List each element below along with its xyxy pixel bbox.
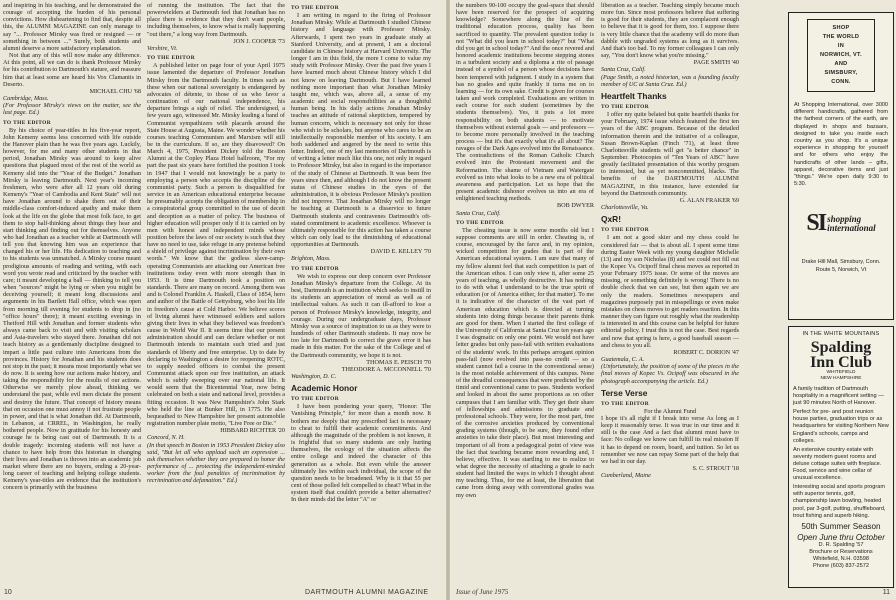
ad-headline-line: CONN. xyxy=(831,79,851,85)
letter-text: The cheating issue is now some months old but I suppose comments are still in order. Cheating is, of course, encouraged by the farce and, in my opinion, wicked competition for grades that is part of the American educational system. I am sure that many of my fellow alumni feel that such competition is part of the American ethos. I can only view it, after some 25 years of teaching, as wholly destructive. It has nothing to do with what I understand to be the true spirit of education (or of America either, for that matter). To me it is indicative of the character of the vast part of American education which is directed at turning students into doing things because their parents think are good for them. When I started the first college of the University of California at Santa Cruz ten years ago I was dogmatic on only one point. We would not have letter grades but only pass-fail with written evaluations of the students' work. In this perhaps arrogant opinion pass-fail (now evolved into pass-no credit — so a student cannot fail a course in the conventional sense) is the most notable achievement of this campus. None of the dreadful consequences that were predicted by the timid and conventional came to pass. Students worked and looked in about the same proportions as on other campuses that I am familiar with. They get their share of fellowships and admissions to graduate and professional schools. They were, for the most part, free of the corrosive anxieties produced by conventional grading systems (though, to be sure, they found other anxieties to take their place). But most interesting and important of all from a pedagogical point of view was the fact that teaching became more rewarding and, I believe, effective. It was startling to me to realize to what degree the necessity of attaching a grade to each student had limited the ways in which I thought about my teaching. Thus, for me at least, the liberation that came from doing away with conventional grades was my own xyxy=(456,226,594,499)
letter-signature: HIBBARD RICHTER '20 xyxy=(220,427,285,435)
ad-top-line: IN THE WHITE MOUNTAINS xyxy=(802,331,880,337)
letter-place: Brighton, Mass. xyxy=(291,255,331,263)
verse-text: I hope it's all right if I break into verse As long as I keep it reasonably terse. It was true in our time and it still is the case And a fact that alumni must have to face: No college we know can fulfill its real mission If it has to depend on room, board, and tuition. So let us remember we now can repay Some part of the help that we had in our day. xyxy=(601,414,739,465)
to-the-editor-label: TO THE EDITOR xyxy=(601,103,650,110)
shopping-international-ad xyxy=(788,12,894,320)
ad-location-line: WHITEFIELD xyxy=(826,370,856,375)
letter-place: Cambridge, Mass. xyxy=(3,95,49,103)
left-column-1 xyxy=(3,2,141,582)
letter-text: I have been pondering your query, "Honor: The Vanishing Principle," for more than a month now. It bothers me deeply that my prescribed fact is necessary to cheat to fulfill their academic commitments. And although the magnitude of the problem is not known, it is frightful that so many students are only hurting themselves, the ecology of the situation affects the entire college and indeed the character of this generation as a whole. But even while the answer ultimately lies within each individual, the scope of the question needs to be broadened. Why is it that 55 per cent of those polled felt compelled to cheat? What in the system itself that couldn't provide a better alternative? In their minds did the letter "A" or xyxy=(291,403,431,504)
ad-open-dates: Open June thru October xyxy=(797,532,885,542)
letter-signature: S. C. STROUT '18 xyxy=(692,465,739,473)
editor-note: (In that speech in Boston in 1953 President Dickey also said, "But let all who applaud such an expression ... ask themselves whether they are prepared to honor the performance of ... protecting the independent-minded worker from the foul penalties of incrimination by recrimination and defamation." Ed.) xyxy=(147,441,285,485)
ad-paragraph: Interesting social and sports program with superior tennis, golf, championship lawn bowling, heated pool, par 3-golf, putting, shuffleboard, trout fishing and superb hiking. xyxy=(793,484,886,519)
letter-place: Charlottesville, Va. xyxy=(601,204,649,212)
ad-body xyxy=(793,386,889,520)
letter-text: I am writing in regard to the firing of Professor Jonathan Mirsky. While at Dartmouth I studied Chinese history and language with Professor Mirsky. Afterwards, I spent two years in graduate study at Stanford University, and at present, I am a doctoral candidate in Chinese history at Harvard University. The longer I am in this field, the more I come to value my study with Professor Mirsky. Over the past five years I have learned much about Chinese history which I did not know on leaving Dartmouth. But I have learned nothing more important than what Jonathan Mirsky taught me, which was, above all, a sense of my academic and social responsibilities as a thoughtful human being. In his daily actions Jonathan Mirsky teaches an attitude of rational skepticism, tempered by human concern, which is necessary not only for those who wish to be scholars, but anyone who cares to be an intellectually responsible member of his society. I am both saddened and angered by the need to write this letter. Indeed, one of my last memories of Dartmouth is of writing a letter much like this one, not only in regard to Professor Mirsky, but also in regard to the importance of the study of Chinese at Dartmouth. It was been five years since then, and although I do not know the present status of Chinese studies in the eyes of the administration, it is obvious Professor Mirsky's position did not improve. That Jonathan Mirsky will no longer be teaching at Dartmouth is a disservice to future Dartmouth students and contravenes Dartmouth's oft-stated commitment to academic excellence. Whoever is ultimately responsible for this action has taken a course which can only lead to the diminishing of educational opportunities at Dartmouth. xyxy=(291,12,431,249)
letter-signature: DAVID E. KELLEY '70 xyxy=(370,248,431,256)
letter-text: the numbers 90-100 occupy the goal-space that should have been reserved for the prospect of acquiring knowledge? Somewhere along the line of the traditional education process, quality has been sacrificed to quantity. The prevalent question today is not "What did you learn in school today?" but "What did you get in school today?" And the once revered and honored academic institutions become stepping stones in a turbulent society and a diploma a rite of passage instead of a symbol of a person whose decisions have been tempered with judgment. I study in a system that has no grades and quite frankly it turns me on to learning — for its own sake. Credit is given for courses taken and work completed. Evaluations are written in each course for each student (sometimes by the students themselves). Yes, it puts a lot more responsibility on both students — to motivate themselves without external goals — and professors — to become more personally involved in the teaching process — but it's that exactly what it's all about? The ravages of the Dark Ages evolved into the Renaissance. The contradictions of the Roman Catholic Church evolved into the Protestant movement and the Reformation. The shame of Vietnam and Watergate evolved us into what looks to be a new era of political awareness and participation. Let us hope that the present academic dishonor evolves us into an era of enlightened teaching methods. xyxy=(456,2,594,203)
logo-words xyxy=(827,215,876,233)
letter-text: I am not a good skier and my chess could be considered fair — that is about all. I spent some time during Easter Week with my young daughter Michelle (13) and my son Nicholas (8) and we could not fill out the Kopec Vs. Ocipoff final chess moves as reported in your February 1975 issue. Or some of the moves are missing, or something definitely is wrong! There is no double check that we can see, but then again we are only the readers. Sometimes newspapers and magazines purposely put in misspellings or even make mistakes on chess moves to get readers reaction. In this manner they can figure out roughly what the readership is interested in and this course can be helpful for future editorial policy. I trust this is not the case. Best regards and now that spring is here, a good baseball season — and chess to you all. xyxy=(601,234,739,349)
contact-line: D. R. Spalding '57 xyxy=(818,541,864,548)
logo-line: international xyxy=(827,222,876,233)
letter-place: Santa Cruz, Calif. xyxy=(456,209,501,217)
ad-season: 50th Summer Season xyxy=(801,521,881,531)
magazine-footer-title: DARTMOUTH ALUMNI MAGAZINE xyxy=(305,589,429,596)
letter-place: Concord, N. H. xyxy=(147,434,185,442)
logo-line: shopping xyxy=(827,213,862,224)
address-line: Drake Hill Mall, Simsbury, Conn. xyxy=(801,259,881,266)
ad-headline-line: NORWICH, VT. xyxy=(819,52,863,58)
letter-signature: JON J. COOPER '73 xyxy=(233,37,285,45)
ad-headline-line: SIMSBURY, xyxy=(824,70,858,76)
to-the-editor-label: TO THE EDITOR xyxy=(3,119,52,126)
letter-text: of running the institution. The fact that the powerwielders at Dartmouth feel that Jonathan has no place there is evidence that they don't want people, including themselves, to know what is really happening "out there," a long way from Dartmouth. xyxy=(147,2,285,38)
section-heading: Heartfelt Thanks xyxy=(601,90,667,101)
ad-location-line: NEW HAMPSHIRE xyxy=(820,376,862,381)
ad-paragraph: A family tradition of Dartmouth hospitality in a magnificent setting — just 90 minutes North of Hanover. xyxy=(793,386,884,407)
ad-headline-line: SHOP xyxy=(832,25,850,31)
letter-signature: G. ALAN FRAKER '69 xyxy=(679,196,739,204)
letter-signature: ROBERT C. DORION '47 xyxy=(673,348,739,356)
right-page xyxy=(448,0,896,600)
letter-signature: MICHAEL CHU '68 xyxy=(89,87,141,95)
editor-note: (Unfortunately, the position of some of the pieces in the final moves of Kopec Vs. Ocipoff was obscured in the photograph accompanying the article. Ed.) xyxy=(601,363,739,385)
letter-signature: PAGE SMITH '40 xyxy=(693,59,739,67)
letter-place: Washington, D. C. xyxy=(291,372,337,380)
section-heading: QxR! xyxy=(601,214,622,225)
to-the-editor-label: TO THE EDITOR xyxy=(291,396,340,403)
to-the-editor-label: TO THE EDITOR xyxy=(147,55,196,62)
letter-text: By his choice of year-titles in his five-year report, John Kemeny seems less concerned with life outside the Hanover plain than he was five years ago. Luckily, however, for me and many other students in that period, Jonathan Mirsky was around to keep alive questions that plagued most of the rest of the world as Kemeny slid into the "Year of the Budget." Jonathan Mirsky is leaving Dartmouth. Next year's incoming freshmen, who were after all 12 years old during Kemeny's "Year of Cambodia and Kent State" will not have Jonathan around to shake them out of their middle-class comfort-induced apathy and make them look at the life on the globe that most folk face, to get them to stop half-thinking about things they hear and start thinking and finding out for themselves. Anyone who had Jonathan as a teacher while at Dartmouth will tell you that knowing him was an experience that changed his or her life. His dedication to teaching and to his students was unmatched. A Mirsky course meant prodigious amounts of reading and writing, with each word you wrote read and criticized by the teacher with care; it meant developing a ball — thinking to tell you when "sources" might be lying or when you might be deceiving yourself; it meant long discussions and arguments in his Bartlett Hall office, which was open from morning till evening for students to drop in (no "office hours" there); it meant exciting evenings in Thetford Hill with Jonathan and former students who always came back to visit and with visiting scholars and Asia-travelers who stayed there. Jonathan did not teach history as a gentlemanly discipline designed to impart a little past culture into Americans from the provinces. History for Jonathan and his students does not stop in the past; it means most importantly what we do now. It is seeing how our actions make history, and taking the responsibility for the results of our actions. Otherwise we merely plow ahead, thinking we understand the past, while evil men dictate the present and destroy the future. That concept of history means that on occasion one must annoy if not frustrate people in power, and that is what Jonathan did. At Dartmouth, in Lebanon, at CRREL, in Washington, he really bothered people. Now in gratitude for his honesty and courage he is being cast out of Dartmouth. It is a double tragedy: incoming students will not have a chance to have help from this historian in changing their lives and Jonathan is thrown into an academic job market where there are no buyers, ending a 20-year-long career of teaching and helping college students. Kemeny's year-titles are evidence that the institution's concern is primarily with the business xyxy=(3,126,141,492)
right-column-1 xyxy=(456,2,594,582)
letter-place: Guatemala, C. A. xyxy=(601,356,645,364)
ad-headline-line: THE WORLD xyxy=(822,34,860,40)
letter-place: Cumberland, Maine xyxy=(601,472,651,480)
left-column-2 xyxy=(147,2,285,582)
to-the-editor-label: TO THE EDITOR xyxy=(601,227,650,234)
ad-location xyxy=(789,370,893,382)
letter-text: We wish to express our deep concern over Professor Jonathan Mirsky's departure from the College. At its best, Dartmouth is an institution which seeks to instill in its students an appreciation of moral as well as of intellectual values. As such it can ill-afford to lose a person of Professor Mirsky's knowledge, integrity, and courage. During our undergraduate days, Professor Mirsky was a source of inspiration to us as they were to hundreds of other Dartmouth students. It may now be too late for Dartmouth to correct the grave error it has made in this matter. For the sake of the College and of the Dartmouth community, we hope it is not. xyxy=(291,272,431,359)
letter-text: I offer my quite belated but quite heartfelt thanks for your February, 1974 issue which featured the first ten years of the ABC program. Because of the detailed information therein and the initiative of a colleague, Susan Brown-Kaplan (Finch '71), at least three Charlottesville students will get "a better chance" in September. Photocopies of "Ten Years of ABC" have greatly facilitated presentation of this worthy program to interested, but as yet noncommitted, blacks. The benefits of the DARTMOUTH ALUMNI MAGAZINE, in this instance, have extended far beyond the Dartmouth community. xyxy=(601,111,739,197)
verse-title: For the Alumni Fund xyxy=(643,407,697,415)
page-number-right: 11 xyxy=(882,589,890,596)
ad-paragraph: Perfect for pre- and post reunion house parties, graduation trips or as headquarters for visiting Northern New England's schools, camps and colleges. xyxy=(793,409,889,444)
to-the-editor-label: TO THE EDITOR xyxy=(601,400,650,407)
contact-line: Brochure or Reservations xyxy=(809,548,873,555)
letter-place: Vershire, Vt. xyxy=(147,44,178,52)
ad-paragraph: An extensive country estate with seventy modern guest rooms and deluxe cottage suites with fireplace. Food, service and wine cellar of unusual excellence. xyxy=(793,446,882,482)
ad-headline-box xyxy=(807,19,875,92)
ad-address xyxy=(789,259,893,274)
to-the-editor-label: TO THE EDITOR xyxy=(456,219,505,226)
ad-title-line: Spalding xyxy=(810,339,872,356)
ad-headline-line: AND xyxy=(834,61,848,67)
section-heading: Academic Honor xyxy=(291,383,358,394)
contact-line: Phone (603) 837-2572 xyxy=(813,562,869,569)
contact-line: Whitefield, N.H. 03598 xyxy=(813,555,869,562)
ad-title xyxy=(789,340,893,370)
editor-note: (For Professor Mirsky's views on the matter, see the last page. Ed.) xyxy=(3,102,141,117)
to-the-editor-label: TO THE EDITOR xyxy=(291,265,340,272)
address-line: Route 5, Norwich, Vt xyxy=(815,266,867,273)
letter-text: A published letter on page four of your April 1975 issue lamented the departure of Professor Jonathan Mirsky from the Dartmouth faculty. In times such as these when our national sovereignty is endangered by advocates of détente, to those of us who favor a continuation of our national independence, his departure brings a sigh of relief. The undersigned, a few years ago, witnessed Mr. Mirsky leading a band of Communist sympathizers with placards around the State House at Augusta, Maine. We wonder whether his courses teaching Communism and Marxism will still be in the curriculum. If so, are they disavowed? On March 4, 1975, President Dickey told the Boston Alumni at the Copley Plaza Hotel ballroom, "For my part the past six years have fortified the position I took in 1947 that I would not knowingly be a party to employing a person who accepts the discipline of the communist party. Such a person is disqualified for service in an American educational enterprise because he presumably accepts the obligation of membership in a conspiratorial group committed to the use of deceit and deception as a matter of policy. The business of higher education will prosper only if it is carried on by men with honest and independent minds whose position before the laws of our society is such that they have no need to use, take refuge in any pretense behind a shield of privilege against incrimination by their own words." We know that the godless slave-camp-operating Communists are attacking our American free institutions today even with more strength than in 1953. It is time Dartmouth took a position on standards. There are many on record. Among them was and is Colonel Franklin A. Haskell, Class of 1854, hero and author of the Battle of Gettysburg, who lost his life in freedom's cause at Cold Harbor. We believe scores of living alumni have witnessed soldiers and sailors giving their lives in what they believed was freedom's cause in World War II. It seems time that our present administration should and can declare whether or not Dartmouth intends to maintain such tried and just standards of liberty and free enterprise. Up to date by declaring to Washington a desire for reopening ROTC, to supply needed officers to combat the present Communist attack upon our free institution, an attack which is subtly sweeping over our national life. It would seem that the Bicentennial Year, now being celebrated on both a state and national level, provides a fitting occasion. It was New Hampshire's John Stark who held the line at Bunker Hill, in 1775. He also bequeathed to New Hampshire her present automobile registration number plate motto, "Live Free or Die." xyxy=(147,62,285,428)
ad-contact xyxy=(789,542,893,570)
issue-date-footer: Issue of June 1975 xyxy=(456,588,509,596)
letter-text: Not that any of this will now make any difference. At this point, all we can do is thank Professor Mirsky for his contribution to Dartmouth's stature, and reassure him that at least some are heard his Vox Clamantis in Deserto. xyxy=(3,52,141,88)
section-heading: Terse Verse xyxy=(601,387,648,398)
letter-place: Santa Cruz, Calif. xyxy=(601,66,646,74)
letter-signature: BOB DWYER xyxy=(557,202,594,210)
right-column-2 xyxy=(601,2,739,582)
letter-text: and inspiring in his teaching, and he demonstrated the courage of accepting the burden of his personal convictions. How disheartening to find that, despite all this, the ALUMNI MAGAZINE can only manage to say "... Professor Mirsky was fired or resigned — or something in between ..." Surely, both students and alumni deserve a more satisfactory explanation. xyxy=(3,2,141,52)
page-number-left: 10 xyxy=(4,589,12,596)
logo-mark-icon: SI xyxy=(806,210,826,237)
editor-note: (Page Smith, a noted historian, was a founding faculty member of UC at Santa Cruz. Ed.) xyxy=(601,73,739,88)
shopping-international-logo xyxy=(789,210,893,237)
letter-signature: THOMAS E. PEISCH '70 xyxy=(366,358,431,366)
ad-copy: At Shopping International, over 3000 different handicrafts, gathered from the farthest corners of the earth, are displayed in shops and bazaars, designed to take you inside each country as you shop. It's a unique experience in shopping for yourself and for others who enjoy the handicrafts of other lands – gifts, apparel, decorative items and just "things." We're open daily 9:30 to 5:30. xyxy=(794,102,888,188)
ad-headline-line: IN xyxy=(837,43,845,49)
letter-signature: THEODORE A. MCCONNELL '70 xyxy=(341,365,431,373)
letter-text: liberation as a teacher. Teaching simply became much more fun. Since most professors believe that suffering is good for their students, they are complacent enough to believe that it is good for them, too. I suppose there is very little chance that the academy will do more than dabble with ungraded systems as long as it survives. And that's too bad. To my former colleagues I can only say, "You don't know what you're missing." xyxy=(601,2,739,60)
spalding-inn-club-ad xyxy=(788,326,894,588)
left-column-3 xyxy=(291,2,431,582)
to-the-editor-label: TO THE EDITOR xyxy=(291,5,340,11)
ad-title-line: Inn Club xyxy=(810,354,872,371)
